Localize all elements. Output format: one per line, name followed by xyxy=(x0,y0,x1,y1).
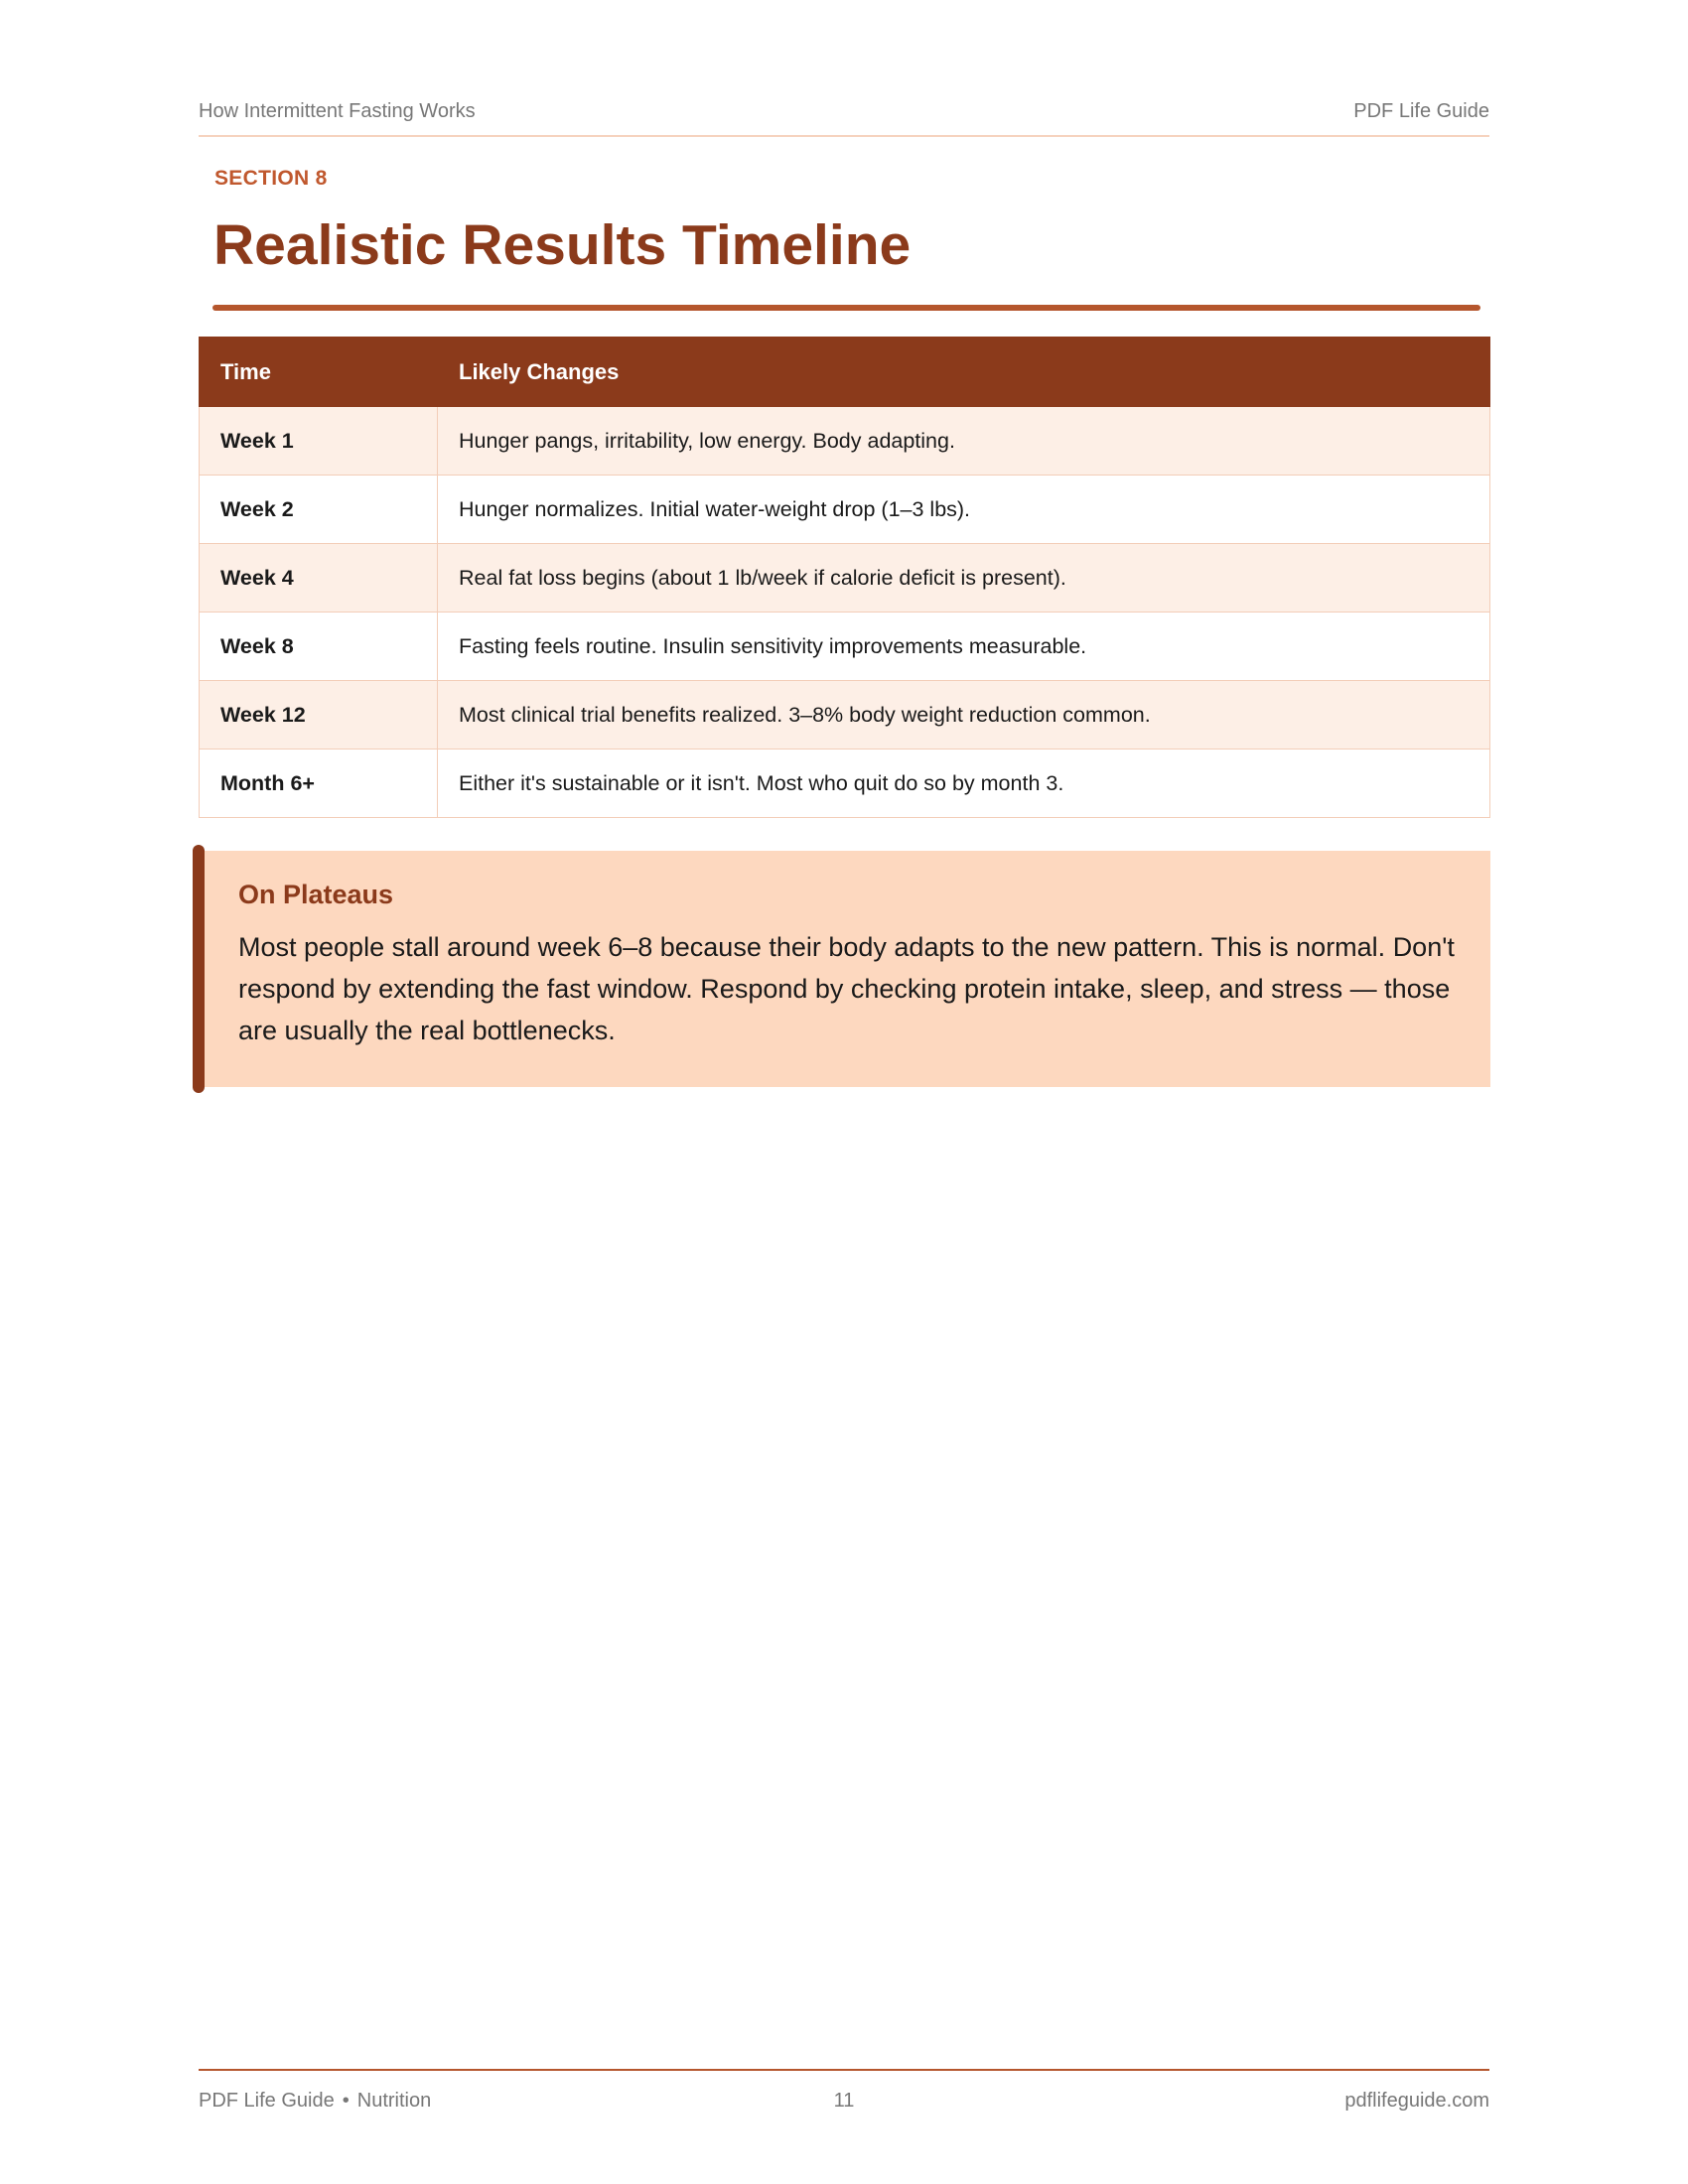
results-timeline-table xyxy=(199,337,1490,818)
page-number: 11 xyxy=(833,2090,855,2112)
changes-cell: Hunger normalizes. Initial water-weight drop (1–3 lbs). xyxy=(438,476,1490,544)
footer-brand: PDF Life Guide xyxy=(199,2090,335,2112)
table-header-row xyxy=(200,338,1490,407)
changes-cell: Hunger pangs, irritability, low energy. Body adapting. xyxy=(438,407,1490,476)
plateaus-callout xyxy=(199,851,1490,1087)
table-row xyxy=(200,613,1490,681)
time-cell: Week 8 xyxy=(200,613,438,681)
section-label: SECTION 8 xyxy=(214,167,328,190)
table-row xyxy=(200,681,1490,750)
page-title: Realistic Results Timeline xyxy=(213,213,912,277)
footer-category: Nutrition xyxy=(356,2090,432,2112)
time-cell: Week 4 xyxy=(200,544,438,613)
table-row xyxy=(200,476,1490,544)
table-row xyxy=(200,544,1490,613)
header-brand: PDF Life Guide xyxy=(1353,100,1489,122)
changes-cell: Fasting feels routine. Insulin sensitivity improvements measurable. xyxy=(438,613,1490,681)
callout-body: Most people stall around week 6–8 because their body adapts to the new pattern. This is normal. Don't respond by extending the fast window. Respond by checking protein intake, sleep, and stress — those are usually the real bottlenecks. xyxy=(238,932,1455,1045)
header-doc-title: How Intermittent Fasting Works xyxy=(199,100,476,122)
column-header-likely-changes: Likely Changes xyxy=(438,338,1490,407)
callout-accent-bar xyxy=(193,845,205,1093)
time-cell: Week 2 xyxy=(200,476,438,544)
footer-separator: • xyxy=(342,2090,350,2112)
title-divider xyxy=(212,305,1480,311)
changes-cell: Either it's sustainable or it isn't. Most who quit do so by month 3. xyxy=(438,750,1490,818)
time-cell: Month 6+ xyxy=(200,750,438,818)
callout-title: On Plateaus xyxy=(238,880,394,909)
table-row xyxy=(200,750,1490,818)
column-header-time: Time xyxy=(200,338,438,407)
changes-cell: Real fat loss begins (about 1 lb/week if calorie deficit is present). xyxy=(438,544,1490,613)
changes-cell: Most clinical trial benefits realized. 3–8% body weight reduction common. xyxy=(438,681,1490,750)
running-header xyxy=(199,99,1489,137)
running-footer xyxy=(199,2069,1489,2130)
time-cell: Week 1 xyxy=(200,407,438,476)
time-cell: Week 12 xyxy=(200,681,438,750)
footer-website: pdflifeguide.com xyxy=(1344,2090,1489,2112)
table-row xyxy=(200,407,1490,476)
